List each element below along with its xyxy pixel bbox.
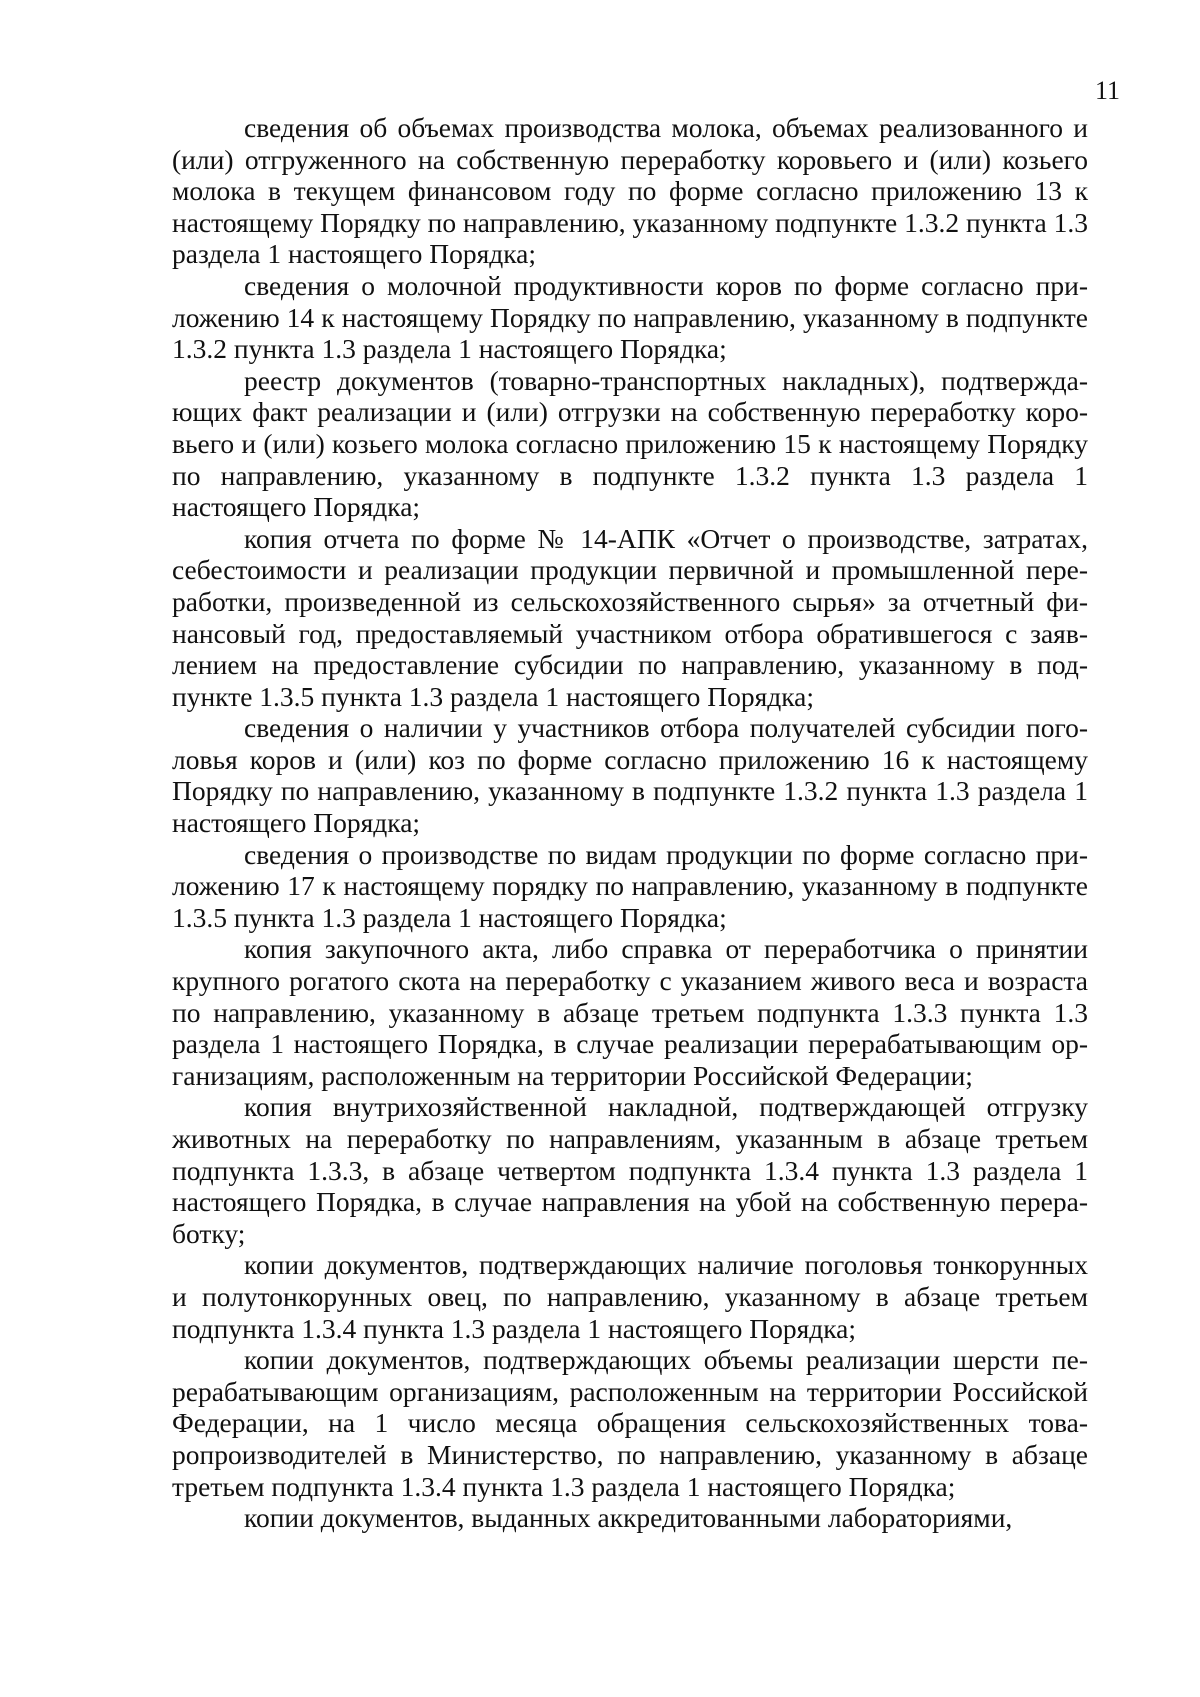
paragraph-milk-production: сведения об объемах производства молока, объемах реализованного и (или) отгруженного на собственную переработку коровьего и (или) козьего молока в текущем финансовом году по форме согласно приложению 13 к настоящему Порядку по направлению, указанному подпункте 1.3.2 пункта 1.3 раздела 1 настоящего Порядка; [172, 112, 1088, 270]
page-number: 11 [1094, 76, 1120, 105]
paragraph-wool-sales: копии документов, подтверждающих объемы реализации шерсти перерабатывающим организациям, расположенным на территории Российской Федерации, на 1 число месяца обращения сельскохозяйственных товаропроизводителей в Министерство, по направлению, указанному в абзаце третьем подпункта 1.3.4 пункта 1.3 раздела 1 настоящего Порядка; [172, 1344, 1088, 1502]
paragraph-purchase-act: копия закупочного акта, либо справка от переработчика о принятии крупного рогатого скота на переработку с указанием живого веса и возраста по направлению, указанному в абзаце третьем подпункта 1.3.3 пункта 1.3 раздела 1 настоящего Порядка, в случае реализации перерабатывающим организациям, расположенным на территории Российской Федерации; [172, 933, 1088, 1091]
paragraph-sheep-documents: копии документов, подтверждающих наличие поголовья тонкорунных и полутонкорунных овец, по направлению, указанному в абзаце третьем подпункта 1.3.4 пункта 1.3 раздела 1 настоящего Порядка; [172, 1249, 1088, 1344]
paragraph-internal-waybill: копия внутрихозяйственной накладной, подтверждающей отгрузку животных на переработку по направлениям, указанным в абзаце третьем подпункта 1.3.3, в абзаце четвертом подпункта 1.3.4 пункта 1.3 раздела 1 настоящего Порядка, в случае направления на убой на собственную переработку; [172, 1091, 1088, 1249]
paragraph-livestock-numbers: сведения о наличии у участников отбора получателей субсидии поголовья коров и (или) коз по форме согласно приложению 16 к настоящему Порядку по направлению, указанному в подпункте 1.3.2 пункта 1.3 раздела 1 настоящего Порядка; [172, 712, 1088, 839]
paragraph-lab-documents: копии документов, выданных аккредитованными лабораториями, [244, 1502, 1013, 1534]
document-body [172, 112, 1088, 1534]
paragraph-production-by-type: сведения о производстве по видам продукции по форме согласно приложению 17 к настоящему порядку по направлению, указанному в подпункте 1.3.5 пункта 1.3 раздела 1 настоящего Порядка; [172, 838, 1088, 933]
paragraph-milk-productivity: сведения о молочной продуктивности коров по форме согласно приложению 14 к настоящему Порядку по направлению, указанному в подпункте 1.3.2 пункта 1.3 раздела 1 настоящего Порядка; [172, 269, 1088, 365]
paragraph-waybill-register: реестр документов (товарно-транспортных накладных), подтверждающих факт реализации и (или) отгрузки на собственную переработку коровьего и (или) козьего молока согласно приложению 15 к настоящему Порядку по направлению, указанному в подпункте 1.3.2 пункта 1.3 раздела 1 настоящего Порядка; [172, 364, 1088, 523]
paragraph-report-14-apk: копия отчета по форме № 14-АПК «Отчет о производстве, затратах, себестоимости и реализации продукции первичной и промышленной переработки, произведенной из сельскохозяйственного сырья» за отчетный финансовый год, предоставляемый участником отбора обратившегося с заявлением на предоставление субсидии по направлению, указанному в подпункте 1.3.5 пункта 1.3 раздела 1 настоящего Порядка; [172, 522, 1088, 712]
